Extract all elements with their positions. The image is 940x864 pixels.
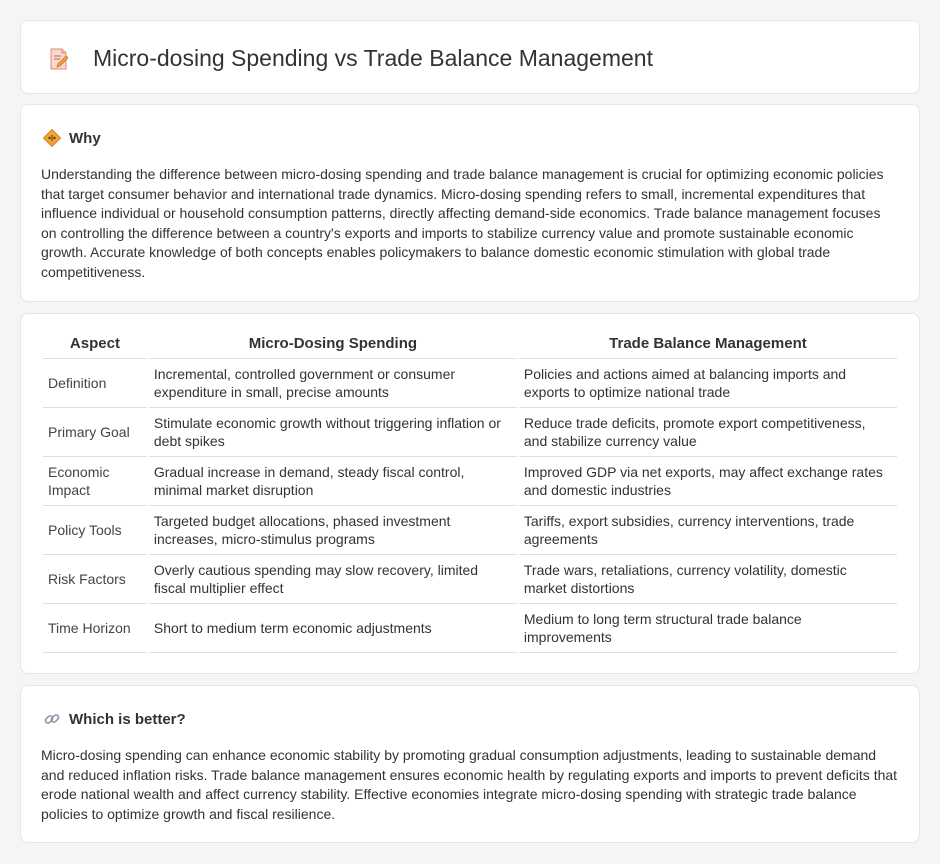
table-row xyxy=(43,555,897,604)
column-header-aspect: Aspect xyxy=(43,335,147,359)
row-trade-balance: Improved GDP via net exports, may affect exchange rates and domestic industries xyxy=(519,457,897,506)
row-micro-dosing: Targeted budget allocations, phased investment increases, micro-stimulus programs xyxy=(149,506,517,555)
row-aspect: Definition xyxy=(43,359,147,408)
row-aspect: Economic Impact xyxy=(43,457,147,506)
row-aspect: Risk Factors xyxy=(43,555,147,604)
row-micro-dosing: Short to medium term economic adjustments xyxy=(149,604,517,653)
column-header-trade-balance: Trade Balance Management xyxy=(519,335,897,359)
why-heading xyxy=(43,129,101,147)
table-row xyxy=(43,457,897,506)
table-row xyxy=(43,408,897,457)
row-trade-balance: Reduce trade deficits, promote export competitiveness, and stabilize currency value xyxy=(519,408,897,457)
row-aspect: Primary Goal xyxy=(43,408,147,457)
row-trade-balance: Medium to long term structural trade balance improvements xyxy=(519,604,897,653)
column-header-micro-dosing: Micro-Dosing Spending xyxy=(149,335,517,359)
document-pencil-icon xyxy=(47,47,71,71)
why-title: Why xyxy=(69,129,101,147)
table-row xyxy=(43,604,897,653)
why-section xyxy=(20,104,920,302)
better-paragraph: Micro-dosing spending can enhance economic stability by promoting gradual consumption adjustments, leading to sustainable demand and reduced inflation risks. Trade balance management ensures economic health by regulating exports and imports to prevent deficits that erode national wealth and affect currency stability. Effective economies integrate micro-dosing spending with strategic trade balance policies to optimize growth and fiscal resilience. xyxy=(41,747,898,822)
row-trade-balance: Policies and actions aimed at balancing imports and exports to optimize national trade xyxy=(519,359,897,408)
row-aspect: Policy Tools xyxy=(43,506,147,555)
table-header-row xyxy=(43,335,897,359)
header-card xyxy=(20,20,920,94)
diamond-sign-icon xyxy=(43,129,61,147)
comparison-section xyxy=(20,313,920,674)
row-aspect: Time Horizon xyxy=(43,604,147,653)
row-trade-balance: Trade wars, retaliations, currency volatility, domestic market distortions xyxy=(519,555,897,604)
page-title: Micro-dosing Spending vs Trade Balance Management xyxy=(93,45,653,71)
better-heading xyxy=(43,710,186,728)
link-icon xyxy=(43,710,61,728)
row-micro-dosing: Overly cautious spending may slow recovery, limited fiscal multiplier effect xyxy=(149,555,517,604)
table-row xyxy=(43,506,897,555)
row-micro-dosing: Gradual increase in demand, steady fiscal control, minimal market disruption xyxy=(149,457,517,506)
row-trade-balance: Tariffs, export subsidies, currency interventions, trade agreements xyxy=(519,506,897,555)
row-micro-dosing: Stimulate economic growth without triggering inflation or debt spikes xyxy=(149,408,517,457)
why-paragraph: Understanding the difference between micro-dosing spending and trade balance management is crucial for optimizing economic policies that target consumer behavior and international trade dynamics. Micro-dosing spending refers to small, incremental expenditures that influence individual or household consumption patterns, directly affecting demand-side economics. Trade balance management focuses on controlling the difference between a country's exports and imports to stabilize currency value and promote sustainable economic growth. Accurate knowledge of both concepts enables policymakers to balance domestic economic stimulation with global trade competitiveness. xyxy=(41,166,884,280)
table-row xyxy=(43,359,897,408)
row-micro-dosing: Incremental, controlled government or consumer expenditure in small, precise amounts xyxy=(149,359,517,408)
comparison-table xyxy=(41,335,899,653)
which-is-better-section xyxy=(20,685,920,843)
better-title: Which is better? xyxy=(69,710,186,728)
